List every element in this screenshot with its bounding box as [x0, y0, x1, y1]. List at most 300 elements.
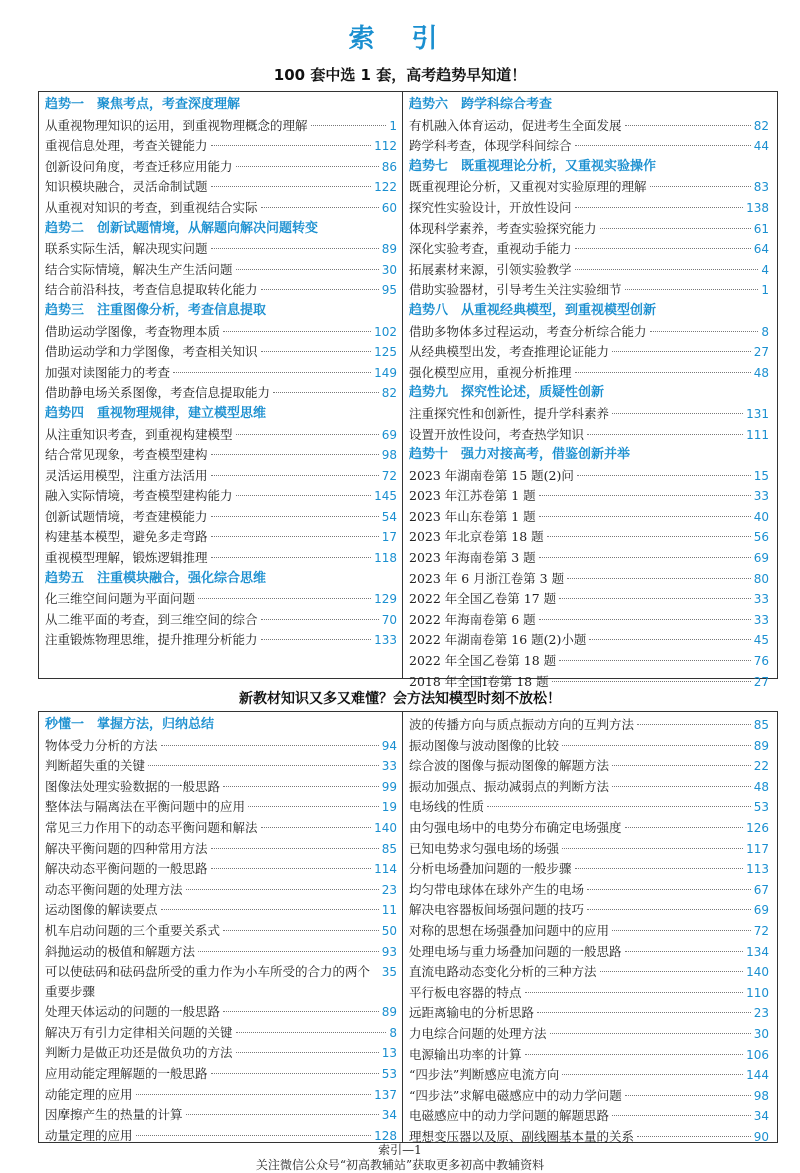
entry-title: 深化实验考查，重视动手能力	[409, 241, 572, 257]
index-entry[interactable]	[409, 1045, 769, 1066]
entry-title: 整体法与隔离法在平衡问题中的应用	[45, 799, 246, 815]
entry-title: 2022 年全国乙卷第 18 题	[409, 653, 557, 669]
index-entry[interactable]	[409, 363, 769, 384]
entry-page: 99	[381, 779, 397, 794]
dot-leader	[612, 404, 743, 414]
entry-page: 50	[381, 923, 397, 938]
index-entry[interactable]	[409, 777, 769, 798]
entry-title: 注重探究性和创新性，提升学科素养	[409, 405, 610, 421]
dot-leader	[552, 672, 751, 682]
index-entry[interactable]	[409, 756, 769, 777]
entry-page: 149	[374, 365, 397, 380]
entry-page: 144	[746, 1068, 769, 1083]
entry-page: 15	[753, 468, 769, 483]
dot-leader	[625, 280, 759, 290]
index-entry[interactable]	[409, 589, 769, 610]
entry-page: 89	[753, 738, 769, 753]
dot-leader	[136, 1126, 372, 1136]
index-entry[interactable]	[409, 859, 769, 880]
entry-page: 118	[374, 551, 397, 566]
dot-leader	[311, 116, 387, 126]
entry-title: 从注重知识考查，到重视构建模型	[45, 426, 233, 442]
dot-leader	[186, 1105, 379, 1115]
dot-leader	[625, 116, 751, 126]
entry-title: 电场线的性质	[409, 799, 485, 815]
entry-page: 30	[753, 1026, 769, 1041]
entry-page: 53	[753, 800, 769, 815]
index-entry[interactable]	[409, 280, 769, 301]
index-entry[interactable]	[45, 797, 397, 818]
dot-leader	[211, 445, 379, 455]
index-entry[interactable]	[45, 280, 397, 301]
entry-page: 35	[381, 965, 397, 980]
index-entry[interactable]	[409, 342, 769, 363]
index-entry[interactable]	[409, 239, 769, 260]
entry-page: 72	[753, 923, 769, 938]
dot-leader	[612, 756, 751, 766]
entry-page: 102	[374, 324, 397, 339]
trend-column-left	[45, 95, 397, 651]
index-entry[interactable]	[45, 859, 397, 880]
entry-title: 动量定理的应用	[45, 1127, 133, 1143]
index-entry[interactable]	[45, 198, 397, 219]
entry-title: 注重锻炼物理思维，提升推理分析能力	[45, 632, 258, 648]
entry-page: 76	[753, 654, 769, 669]
entry-title: 结合常见现象，考查模型建构	[45, 447, 208, 463]
entry-page: 69	[753, 903, 769, 918]
section-heading: 趋势九 探究性论述，质疑性创新	[409, 385, 605, 401]
index-entry[interactable]	[409, 466, 769, 487]
section-heading: 趋势四 重视物理规律，建立模型思维	[45, 405, 267, 421]
entry-title: 远距离输电的分析思路	[409, 1005, 535, 1021]
footer-note: 关注微信公众号“初高教辅站”获取更多初高中教辅资料	[255, 1158, 545, 1172]
index-entry[interactable]	[409, 1106, 769, 1127]
index-entry[interactable]	[409, 527, 769, 548]
index-entry[interactable]	[409, 651, 769, 672]
entry-title: 物体受力分析的方法	[45, 737, 158, 753]
page-number: 索引—1	[378, 1143, 422, 1157]
index-entry[interactable]	[409, 880, 769, 901]
index-entry[interactable]	[45, 736, 397, 757]
dot-leader	[562, 1065, 743, 1075]
dot-leader	[612, 921, 751, 931]
entry-title: 解决电容器板间场强问题的技巧	[409, 902, 585, 918]
method-index-box	[38, 711, 778, 1143]
entry-page: 67	[753, 882, 769, 897]
entry-title: 创新设问角度，考查迁移应用能力	[45, 158, 233, 174]
dot-leader	[575, 859, 744, 869]
index-entry[interactable]	[45, 177, 397, 198]
entry-page: 125	[374, 345, 397, 360]
dot-leader	[236, 486, 372, 496]
index-entry[interactable]	[45, 136, 397, 157]
entry-page: 61	[753, 221, 769, 236]
method-column-left	[45, 715, 397, 1146]
page-title: 索 引	[348, 24, 452, 54]
entry-title: 2023 年海南卷第 3 题	[409, 550, 536, 566]
entry-page: 48	[753, 365, 769, 380]
entry-title: “四步法”求解电磁感应中的动力学问题	[409, 1087, 622, 1103]
entry-page: 111	[746, 427, 769, 442]
index-entry[interactable]	[409, 715, 769, 736]
index-entry[interactable]	[45, 445, 397, 466]
entry-page: 83	[753, 180, 769, 195]
dot-leader	[575, 239, 751, 249]
index-entry[interactable]	[45, 589, 397, 610]
dot-leader	[562, 736, 751, 746]
entry-title: 可以使砝码和砝码盘所受的重力作为小车所受的合力的两个重要步骤	[45, 964, 371, 1000]
column-divider	[402, 92, 403, 678]
index-entry[interactable]	[45, 777, 397, 798]
dot-leader	[161, 736, 379, 746]
entry-title: 直流电路动态变化分析的三种方法	[409, 964, 597, 980]
index-entry[interactable]	[409, 507, 769, 528]
dot-leader	[211, 839, 379, 849]
index-entry[interactable]	[45, 610, 397, 631]
entry-title: 2023 年江苏卷第 1 题	[409, 488, 536, 504]
entry-page: 126	[746, 820, 769, 835]
dot-leader	[211, 136, 372, 146]
entry-title: 借助运动学图像，考查物理本质	[45, 323, 221, 339]
dot-leader	[211, 466, 379, 476]
entry-page: 13	[381, 1046, 397, 1061]
entry-title: 电源输出功率的计算	[409, 1046, 522, 1062]
index-entry[interactable]	[45, 527, 397, 548]
dot-leader	[261, 280, 379, 290]
index-entry[interactable]	[45, 1105, 397, 1126]
index-entry[interactable]	[409, 900, 769, 921]
index-entry[interactable]	[409, 177, 769, 198]
index-entry[interactable]	[45, 756, 397, 777]
index-entry[interactable]	[409, 569, 769, 590]
entry-page: 72	[381, 468, 397, 483]
dot-leader	[600, 962, 744, 972]
entry-title: 重视信息处理，考查关键能力	[45, 138, 208, 154]
index-entry[interactable]	[45, 630, 397, 651]
index-entry[interactable]	[409, 797, 769, 818]
index-entry[interactable]	[45, 342, 397, 363]
index-entry[interactable]	[409, 1003, 769, 1024]
dot-leader	[211, 507, 379, 517]
entry-page: 27	[753, 674, 769, 689]
entry-page: 54	[381, 509, 397, 524]
entry-title: 2023 年湖南卷第 15 题(2)问	[409, 467, 574, 483]
entry-title: 体现科学素养，考查实验探究能力	[409, 220, 597, 236]
trend-column-right	[409, 95, 769, 692]
entry-page: 122	[374, 180, 397, 195]
dot-leader	[589, 630, 750, 640]
entry-title: 运动图像的解读要点	[45, 902, 158, 918]
method-column-right	[409, 715, 769, 1147]
entry-page: 27	[753, 345, 769, 360]
entry-title: 2023 年 6 月浙江卷第 3 题	[409, 570, 565, 586]
entry-title: 跨学科考查，体现学科间综合	[409, 138, 572, 154]
dot-leader	[637, 715, 751, 725]
entry-title: “四步法”判断感应电流方向	[409, 1067, 560, 1083]
dot-leader	[261, 818, 372, 828]
index-entry[interactable]	[409, 962, 769, 983]
entry-title: 从经典模型出发，考查推理论证能力	[409, 344, 610, 360]
entry-title: 判断力是做正功还是做负功的方法	[45, 1045, 233, 1061]
entry-page: 86	[381, 159, 397, 174]
entry-title: 知识模块融合，灵活命制试题	[45, 179, 208, 195]
entry-title: 理想变压器以及原、副线圈基本量的关系	[409, 1128, 635, 1144]
entry-title: 解决平衡问题的四种常用方法	[45, 840, 208, 856]
entry-title: 动态平衡问题的处理方法	[45, 881, 183, 897]
index-entry[interactable]	[45, 239, 397, 260]
entry-page: 33	[753, 612, 769, 627]
index-entry[interactable]	[45, 1023, 397, 1044]
entry-page: 80	[753, 571, 769, 586]
entry-title: 力电综合问题的处理方法	[409, 1025, 547, 1041]
index-entry[interactable]	[45, 425, 397, 446]
entry-page: 131	[746, 406, 769, 421]
entry-title: 斜抛运动的极值和解题方法	[45, 943, 196, 959]
dot-leader	[211, 548, 372, 558]
entry-page: 94	[381, 738, 397, 753]
dot-leader	[637, 1127, 751, 1137]
index-entry[interactable]	[45, 1064, 397, 1085]
entry-title: 应用动能定理解题的一般思路	[45, 1065, 208, 1081]
entry-title: 振动图像与波动图像的比较	[409, 737, 560, 753]
entry-page: 34	[381, 1108, 397, 1123]
index-entry[interactable]	[409, 219, 769, 240]
column-divider	[402, 712, 403, 1142]
dot-leader	[525, 1045, 744, 1055]
entry-title: 拓展素材来源，引领实验教学	[409, 261, 572, 277]
entry-page: 69	[381, 427, 397, 442]
entry-title: 振动加强点、振动减弱点的判断方法	[409, 778, 610, 794]
dot-leader	[539, 548, 751, 558]
index-entry[interactable]	[45, 942, 397, 963]
entry-title: 从二维平面的考查，到三维空间的综合	[45, 611, 258, 627]
entry-title: 借助运动学和力学图像，考查相关知识	[45, 344, 258, 360]
dot-leader	[223, 322, 371, 332]
entry-page: 89	[381, 242, 397, 257]
index-entry[interactable]	[409, 322, 769, 343]
entry-page: 22	[753, 759, 769, 774]
index-entry[interactable]	[409, 818, 769, 839]
index-entry[interactable]	[45, 466, 397, 487]
index-entry[interactable]	[409, 198, 769, 219]
index-entry[interactable]	[45, 839, 397, 860]
entry-page: 114	[374, 862, 397, 877]
entry-page: 34	[753, 1109, 769, 1124]
dot-leader	[173, 363, 371, 373]
entry-page: 48	[753, 779, 769, 794]
dot-leader	[539, 610, 751, 620]
entry-page: 95	[381, 283, 397, 298]
entry-page: 8	[389, 1025, 397, 1040]
dot-leader	[625, 942, 744, 952]
dot-leader	[211, 1064, 379, 1074]
entry-title: 有机融入体育运动，促进考生全面发展	[409, 117, 622, 133]
entry-title: 既重视理论分析，又重视对实验原理的理解	[409, 179, 647, 195]
entry-page: 112	[374, 139, 397, 154]
dot-leader	[223, 921, 379, 931]
index-entry[interactable]	[45, 322, 397, 343]
index-entry[interactable]	[45, 1085, 397, 1106]
index-entry[interactable]	[45, 921, 397, 942]
index-entry[interactable]	[45, 880, 397, 901]
dot-leader	[198, 942, 379, 952]
entry-title: 2022 年湖南卷第 16 题(2)小题	[409, 632, 587, 648]
dot-leader	[559, 589, 751, 599]
entry-page: 137	[374, 1087, 397, 1102]
index-entry[interactable]	[45, 486, 397, 507]
index-entry[interactable]	[45, 818, 397, 839]
page-subtitle: 100 套中选 1 套，高考趋势早知道！	[273, 66, 527, 84]
entry-title: 解决动态平衡问题的一般思路	[45, 861, 208, 877]
dot-leader	[161, 900, 379, 910]
index-entry[interactable]	[409, 1065, 769, 1086]
index-entry[interactable]	[409, 1086, 769, 1107]
dot-leader	[600, 219, 751, 229]
index-entry[interactable]	[409, 404, 769, 425]
index-entry[interactable]	[45, 157, 397, 178]
dot-leader	[547, 527, 751, 537]
trend-index-box	[38, 91, 778, 689]
dot-leader	[248, 797, 379, 807]
index-entry[interactable]	[409, 1024, 769, 1045]
dot-leader	[236, 425, 379, 435]
entry-title: 处理电场与重力场叠加问题的一般思路	[409, 943, 622, 959]
index-entry[interactable]	[409, 736, 769, 757]
entry-title: 图像法处理实验数据的一般思路	[45, 778, 221, 794]
entry-page: 117	[746, 841, 769, 856]
index-entry[interactable]	[45, 1043, 397, 1064]
entry-page: 128	[374, 1128, 397, 1143]
entry-title: 结合前沿科技，考查信息提取转化能力	[45, 282, 258, 298]
entry-title: 探究性实验设计，开放性设问	[409, 199, 572, 215]
entry-page: 1	[389, 118, 397, 133]
entry-page: 85	[753, 718, 769, 732]
index-entry[interactable]	[409, 116, 769, 137]
dot-leader	[550, 1024, 751, 1034]
index-entry[interactable]	[409, 260, 769, 281]
entry-title: 化三维空间问题为平面问题	[45, 591, 196, 607]
entry-title: 已知电势求匀强电场的场强	[409, 840, 560, 856]
entry-title: 借助多物体多过程运动，考查分析综合能力	[409, 323, 647, 339]
index-entry[interactable]	[45, 363, 397, 384]
entry-title: 加强对读图能力的考查	[45, 364, 171, 380]
dot-leader	[575, 260, 759, 270]
dot-leader	[198, 589, 371, 599]
entry-title: 解决万有引力定律相关问题的关键	[45, 1024, 233, 1040]
entry-page: 129	[374, 592, 397, 607]
entry-title: 设置开放性设问，考查热学知识	[409, 426, 585, 442]
entry-title: 均匀带电球体在球外产生的电场	[409, 881, 585, 897]
entry-page: 23	[381, 882, 397, 897]
entry-title: 常见三力作用下的动态平衡问题和解法	[45, 819, 258, 835]
dot-leader	[236, 1023, 387, 1033]
dot-leader	[612, 342, 751, 352]
entry-page: 70	[381, 612, 397, 627]
index-entry[interactable]	[45, 900, 397, 921]
index-entry[interactable]	[45, 260, 397, 281]
index-entry[interactable]	[45, 116, 397, 137]
entry-title: 2023 年山东卷第 1 题	[409, 508, 536, 524]
entry-title: 平行板电容器的特点	[409, 984, 522, 1000]
index-entry[interactable]	[409, 136, 769, 157]
section-heading: 趋势七 既重视理论分析，又重视实验操作	[409, 158, 657, 174]
entry-title: 创新试题情境，考查建模能力	[45, 508, 208, 524]
dot-leader	[587, 880, 751, 890]
dot-leader	[575, 363, 751, 373]
dot-leader	[587, 900, 751, 910]
index-entry[interactable]	[45, 548, 397, 569]
dot-leader	[211, 239, 379, 249]
dot-leader	[223, 777, 379, 787]
entry-page: 60	[381, 200, 397, 215]
entry-page: 8	[761, 324, 769, 339]
index-entry[interactable]	[45, 507, 397, 528]
entry-page: 30	[381, 262, 397, 277]
entry-page: 93	[381, 944, 397, 959]
dot-leader	[575, 136, 751, 146]
entry-page: 89	[381, 1005, 397, 1020]
index-entry[interactable]	[409, 548, 769, 569]
entry-title: 波的传播方向与质点振动方向的互判方法	[409, 717, 635, 732]
section-title: 新教材知识又多又难懂？会方法知模型时刻不放松！	[239, 691, 561, 707]
section-heading: 趋势二 创新试题情境，从解题向解决问题转变	[45, 220, 319, 236]
dot-leader	[136, 1085, 372, 1095]
index-entry[interactable]	[409, 425, 769, 446]
entry-page: 90	[753, 1129, 769, 1144]
index-entry[interactable]	[409, 983, 769, 1004]
section-heading: 秒懂一 掌握方法，归纳总结	[45, 717, 215, 732]
dot-leader	[211, 177, 372, 187]
dot-leader	[211, 527, 379, 537]
entry-title: 联系实际生活，解决现实问题	[45, 241, 208, 257]
entry-page: 140	[746, 965, 769, 980]
index-entry[interactable]	[45, 962, 397, 1002]
entry-page: 98	[753, 1088, 769, 1103]
index-entry[interactable]	[409, 486, 769, 507]
dot-leader	[211, 859, 372, 869]
entry-title: 因摩擦产生的热量的计算	[45, 1107, 183, 1123]
entry-title: 结合实际情境，解决生产生活问题	[45, 261, 233, 277]
entry-page: 133	[374, 633, 397, 648]
entry-page: 4	[761, 262, 769, 277]
index-entry[interactable]	[409, 921, 769, 942]
index-entry[interactable]	[409, 630, 769, 651]
index-entry[interactable]	[45, 383, 397, 404]
entry-page: 33	[381, 759, 397, 774]
section-heading: 趋势五 注重模块融合，强化综合思维	[45, 570, 267, 586]
dot-leader	[261, 198, 379, 208]
index-entry[interactable]	[409, 839, 769, 860]
entry-title: 电磁感应中的动力学问题的解题思路	[409, 1108, 610, 1124]
index-entry[interactable]	[409, 942, 769, 963]
dot-leader	[236, 260, 379, 270]
entry-page: 56	[753, 530, 769, 545]
entry-title: 判断超失重的关键	[45, 758, 146, 774]
entry-title: 2023 年北京卷第 18 题	[409, 529, 544, 545]
entry-title: 2022 年全国乙卷第 17 题	[409, 591, 557, 607]
entry-title: 融入实际情境，考查模型建构能力	[45, 488, 233, 504]
entry-page: 33	[753, 592, 769, 607]
entry-page: 110	[746, 985, 769, 1000]
entry-page: 17	[381, 530, 397, 545]
dot-leader	[148, 756, 379, 766]
entry-page: 145	[374, 489, 397, 504]
dot-leader	[539, 486, 751, 496]
entry-page: 69	[753, 551, 769, 566]
index-entry[interactable]	[45, 1002, 397, 1023]
index-entry[interactable]	[409, 610, 769, 631]
dot-leader	[562, 839, 743, 849]
